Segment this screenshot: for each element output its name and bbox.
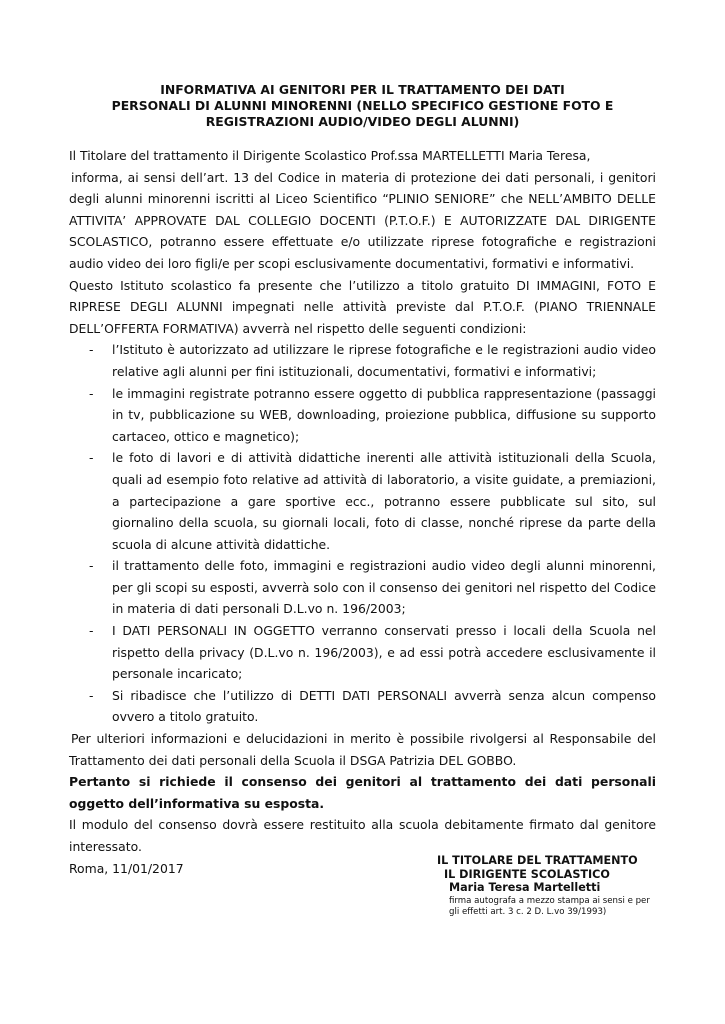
bullet-marker: - bbox=[89, 342, 94, 358]
document-date: Roma, 11/01/2017 bbox=[69, 860, 184, 876]
signature-block bbox=[437, 854, 677, 918]
bullet-marker: - bbox=[89, 623, 94, 639]
list-item bbox=[69, 339, 656, 382]
bullet-marker: - bbox=[89, 687, 94, 703]
list-item-text: le foto di lavori e di attività didattiche inerenti alle attività istituzionali della Scuola, quali ad esempio foto relative ad attività di laboratorio, a visite guidate, a premiazioni, a partecipazione a gare sportive ecc., potranno essere pubblicate sul sito, sul giornalino della scuola, su giornali locali, foto di classe, nonché riprese da parte della scuola di alcune attività didattiche. bbox=[112, 450, 656, 552]
signature-note: firma autografa a mezzo stampa ai sensi e per gli effetti art. 3 c. 2 D. L.vo 39/1993) bbox=[449, 895, 650, 917]
list-item-text: l’Istituto è autorizzato ad utilizzare le riprese fotografiche e le registrazioni audio video relative agli alunni per fini istituzionali, documentativi, formativi e informativi; bbox=[112, 342, 656, 379]
intro-paragraph-2: informa, ai sensi dell’art. 13 del Codice in materia di protezione dei dati personali, i genitori degli alunni minorenni iscritti al Liceo Scientifico “PLINIO SENIORE” che NELL’AMBITO DELLE ATTIVITA’ APPROVATE DAL COLLEGIO DOCENTI (P.T.O.F.) E AUTORIZZATE DAL DIRIGENTE SCOLASTICO, potranno essere effettuate e/o utilizzate riprese fotografiche e registrazioni audio video dei loro figli/e per scopi esclusivamente documentativi, formativi e informativi. bbox=[69, 169, 656, 271]
bullet-marker: - bbox=[89, 450, 94, 466]
signature-title-line-1: IL TITOLARE DEL TRATTAMENTO bbox=[437, 854, 638, 867]
list-item bbox=[69, 383, 656, 448]
intro-paragraph-3: Questo Istituto scolastico fa presente che l’utilizzo a titolo gratuito DI IMMAGINI, FOTO E RIPRESE DEGLI ALUNNI impegnati nelle attività previste dal P.T.O.F. (PIANO TRIENNALE DELL’OFFERTA FORMATIVA) avverrà nel rispetto delle seguenti condizioni: bbox=[69, 277, 656, 336]
list-item bbox=[69, 685, 656, 728]
bullet-marker: - bbox=[89, 385, 94, 401]
document-body bbox=[69, 145, 656, 879]
list-item bbox=[69, 620, 656, 685]
document-title bbox=[40, 82, 685, 130]
closing-paragraph-1: Per ulteriori informazioni e delucidazioni in merito è possibile rivolgersi al Responsabile del Trattamento dei dati personali della Scuola il DSGA Patrizia DEL GOBBO. bbox=[69, 731, 656, 768]
list-item-text: le immagini registrate potranno essere oggetto di pubblica rappresentazione (passaggi in tv, pubblicazione su WEB, downloading, proiezione pubblica, diffusione su supporto cartaceo, ottico e magnetico); bbox=[112, 385, 656, 444]
list-item-text: Si ribadisce che l’utilizzo di DETTI DATI PERSONALI avverrà senza alcun compenso ovvero a titolo gratuito. bbox=[112, 687, 656, 725]
list-item bbox=[69, 555, 656, 620]
bullet-marker: - bbox=[89, 558, 94, 574]
title-line-2: PERSONALI DI ALUNNI MINORENNI (NELLO SPECIFICO GESTIONE FOTO E bbox=[111, 98, 614, 113]
signature-title-line-2: IL DIRIGENTE SCOLASTICO bbox=[444, 867, 610, 881]
signature-name: Maria Teresa Martelletti bbox=[449, 881, 601, 894]
conditions-list bbox=[69, 339, 656, 728]
intro-paragraph-1: Il Titolare del trattamento il Dirigente Scolastico Prof.ssa MARTELLETTI Maria Teresa, bbox=[69, 148, 591, 163]
title-line-3: REGISTRAZIONI AUDIO/VIDEO DEGLI ALUNNI) bbox=[205, 114, 520, 129]
list-item-text: il trattamento delle foto, immagini e registrazioni audio video degli alunni minorenni, per gli scopi su esposti, avverrà solo con il consenso dei genitori nel rispetto del Codice in materia di dati personali D.L.vo n. 196/2003; bbox=[112, 558, 656, 617]
consent-request-paragraph: Pertanto si richiede il consenso dei genitori al trattamento dei dati personali oggetto dell’informativa su esposta. bbox=[69, 774, 656, 811]
closing-paragraph-3: Il modulo del consenso dovrà essere restituito alla scuola debitamente firmato dal genitore interessato. bbox=[69, 817, 656, 854]
list-item-text: I DATI PERSONALI IN OGGETTO verranno conservati presso i locali della Scuola nel rispetto della privacy (D.L.vo n. 196/2003), e ad essi potrà accedere esclusivamente il personale incaricato; bbox=[112, 623, 656, 682]
title-line-1: INFORMATIVA AI GENITORI PER IL TRATTAMENTO DEI DATI bbox=[160, 82, 565, 97]
list-item bbox=[69, 447, 656, 555]
